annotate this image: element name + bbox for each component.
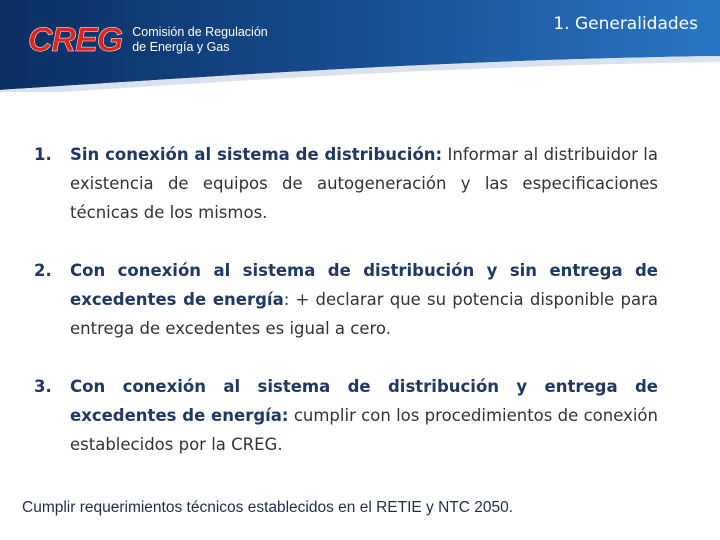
items-list xyxy=(34,140,658,488)
item-text: : + declarar que su potencia disponible para entrega de excedentes es igual a cero. xyxy=(70,290,658,338)
item-lead: Con conexión al sistema de distribución y entrega de excedentes de energía: xyxy=(70,377,658,425)
item-lead: Con conexión al sistema de distribución y sin entrega de excedentes de energía xyxy=(70,261,658,309)
logo-line-1: Comisión de Regulación xyxy=(132,25,268,39)
logo-name xyxy=(132,25,268,55)
item-text: cumplir con los procedimientos de conexión establecidos por la CREG. xyxy=(70,406,658,454)
item-lead: Sin conexión al sistema de distribución: xyxy=(70,145,443,164)
item-body xyxy=(70,256,658,343)
item-number: 2. xyxy=(34,261,52,280)
item-body xyxy=(70,140,658,227)
item-body xyxy=(70,372,658,459)
header-banner xyxy=(0,0,720,92)
item-number: 3. xyxy=(34,377,52,396)
item-text: Informar al distribuidor la existencia de equipos de autogeneración y las especificaciones técnicas de los mismos. xyxy=(70,145,658,222)
item-number: 1. xyxy=(34,145,52,164)
creg-logo xyxy=(28,22,298,58)
footnote: Cumplir requerimientos técnicos establecidos en el RETIE y NTC 2050. xyxy=(22,499,514,516)
section-title: 1. Generalidades xyxy=(553,14,698,34)
list-item xyxy=(34,256,658,343)
list-item xyxy=(34,140,658,227)
logo-mark: CREG xyxy=(28,21,123,59)
logo-line-2: de Energía y Gas xyxy=(132,40,230,54)
list-item xyxy=(34,372,658,459)
